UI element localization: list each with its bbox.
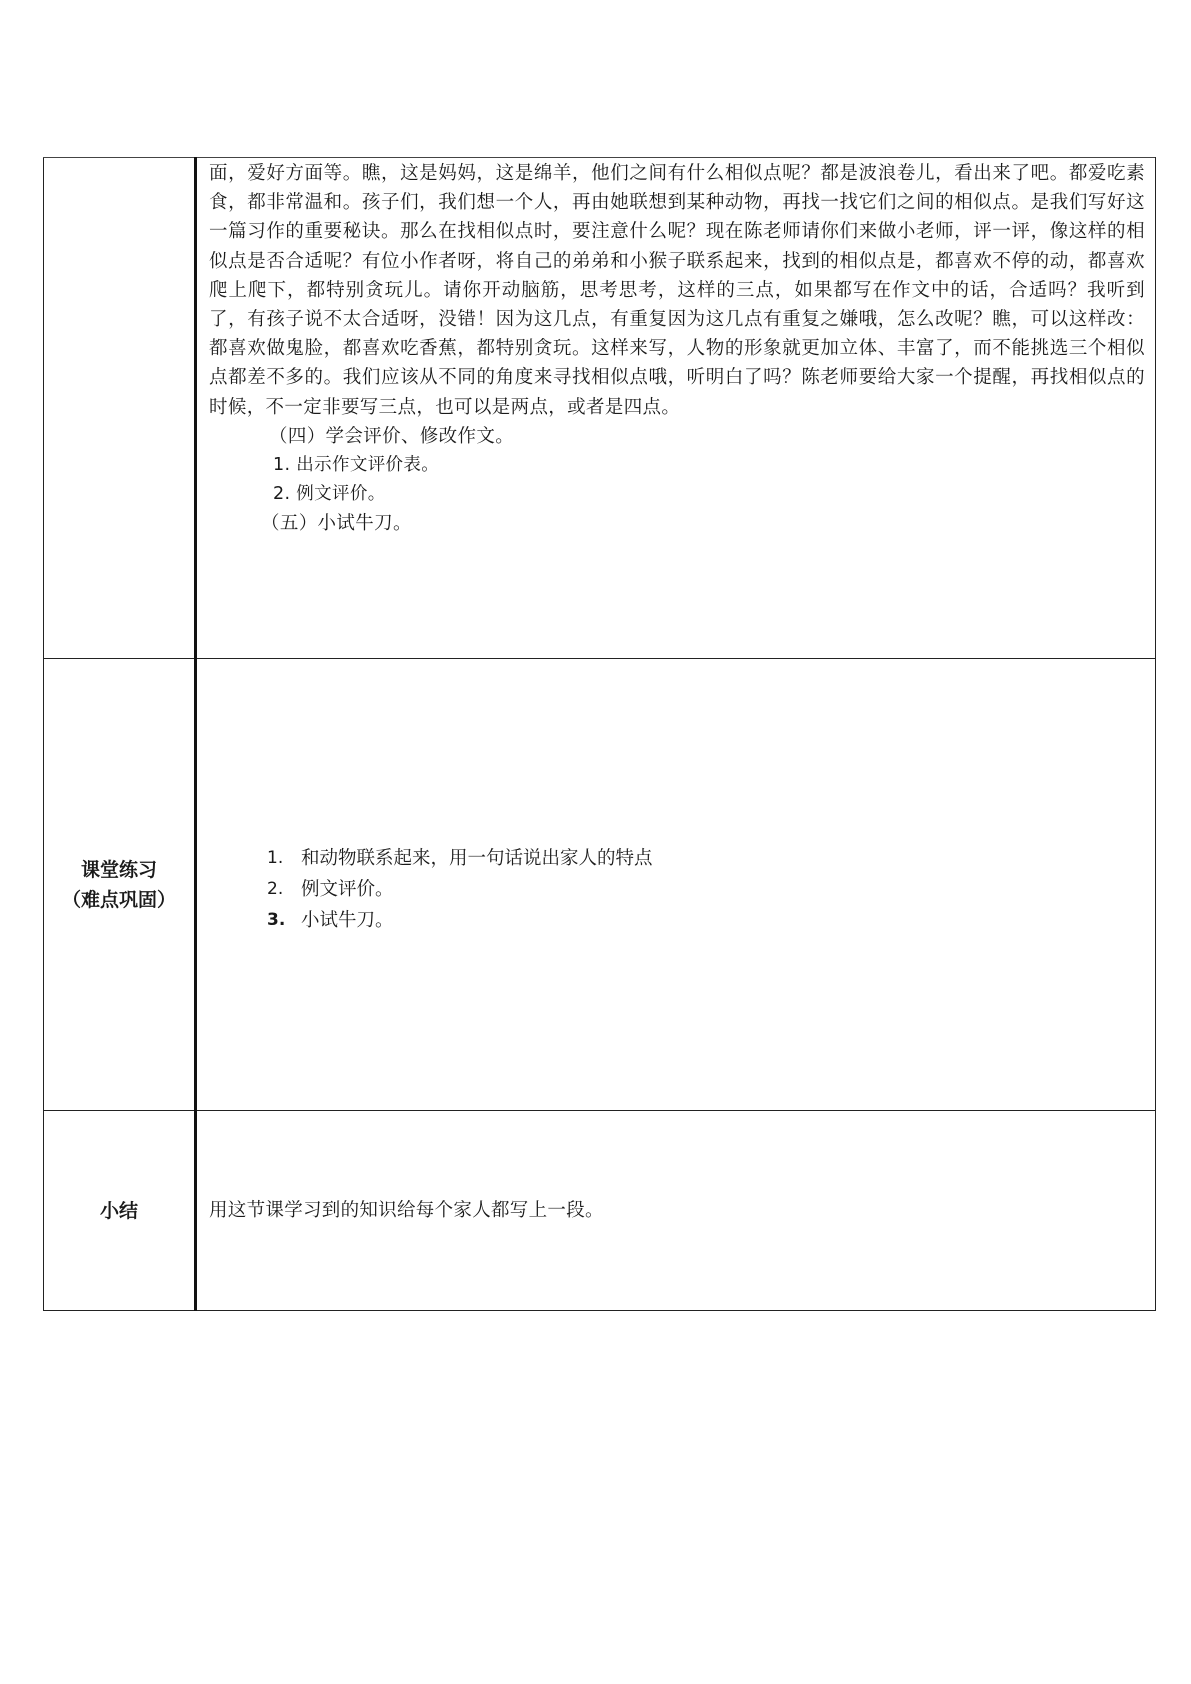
content-cell: [196, 158, 1156, 659]
lesson-plan-table: [43, 157, 1156, 1311]
summary-text: 用这节课学习到的知识给每个家人都写上一段。: [209, 1200, 604, 1221]
list-item-text: 小试牛刀。: [301, 910, 394, 931]
teaching-process-row: [44, 158, 1156, 659]
list-number: 2.: [267, 879, 284, 899]
list-item: [197, 843, 1155, 874]
row-label-cell: [44, 1111, 196, 1311]
section-four-heading: （四）学会评价、修改作文。: [269, 425, 515, 447]
classroom-exercise-row: [44, 659, 1156, 1111]
row-label-difficulty: （难点巩固）: [61, 888, 176, 911]
row-label-cell: [44, 659, 196, 1111]
list-number: 1.: [267, 848, 284, 868]
main-paragraph: 面，爱好方面等。瞧，这是妈妈，这是绵羊，他们之间有什么相似点呢？都是波浪卷儿，看出来了吧。都爱吃素食，都非常温和。孩子们，我们想一个人，再由她联想到某种动物，再找一找它们之间的相似点。是我们写好这一篇习作的重要秘诀。那么在找相似点时，要注意什么呢？现在陈老师请你们来做小老师，评一评，像这样的相似点是否合适呢？有位小作者呀，将自己的弟弟和小猴子联系起来，找到的相似点是，都喜欢不停的动，都喜欢爬上爬下，都特别贪玩儿。请你开动脑筋，思考思考，这样的三点，如果都写在作文中的话，合适吗？我听到了，有孩子说不太合适呀，没错！因为这几点，有重复因为这几点有重复之嫌哦，怎么改呢？瞧，可以这样改：都喜欢做鬼脸，都喜欢吃香蕉，都特别贪玩。这样来写，人物的形象就更加立体、丰富了，而不能挑选三个相似点都差不多的。我们应该从不同的角度来寻找相似点哦，听明白了吗？陈老师要给大家一个提醒，再找相似点的时候，不一定非要写三点，也可以是两点，或者是四点。: [209, 163, 1145, 418]
content-cell: [196, 1111, 1156, 1311]
step-item-1: 1. 出示作文评价表。: [273, 455, 440, 476]
exercise-list: [197, 659, 1155, 936]
section-five-heading: （五）小试牛刀。: [261, 513, 412, 535]
list-item-text: 和动物联系起来，用一句话说出家人的特点: [301, 848, 653, 869]
row-label-exercise: 课堂练习: [80, 858, 157, 881]
body-text: [197, 158, 1155, 539]
content-cell: [196, 659, 1156, 1111]
list-item: [197, 905, 1155, 936]
row-label-summary: 小结: [99, 1199, 138, 1222]
list-number: 3.: [267, 910, 286, 930]
list-item: [197, 874, 1155, 905]
step-item-2: 2. 例文评价。: [273, 484, 386, 505]
row-label-cell-empty: [44, 158, 196, 659]
list-item-text: 例文评价。: [301, 879, 394, 900]
summary-row: [44, 1111, 1156, 1311]
